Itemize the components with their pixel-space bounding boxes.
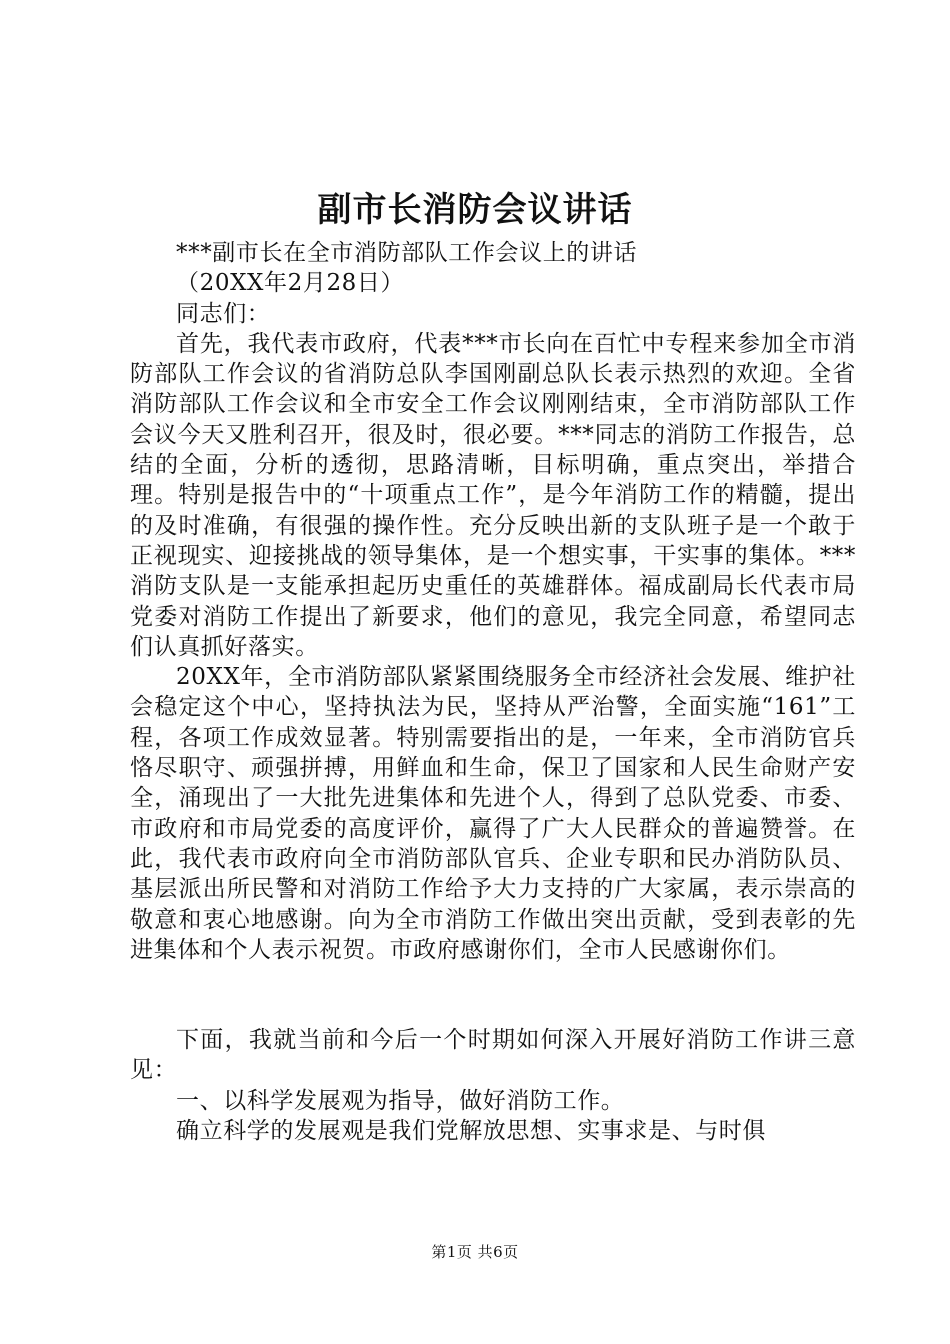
paragraph-science-outlook: 确立科学的发展观是我们党解放思想、实事求是、与时俱	[176, 1118, 766, 1145]
salutation: 同志们：	[176, 300, 271, 327]
document-body	[130, 238, 856, 1146]
section-heading-one: 一、以科学发展观为指导，做好消防工作。	[176, 1087, 625, 1114]
speech-subtitle: ***副市长在全市消防部队工作会议上的讲话	[176, 240, 638, 266]
paragraph-welcome: 首先，我代表市政府，代表***市长向在百忙中专程来参加全市消防部队工作会议的省消防总队李国刚副总队长表示热烈的欢迎。全省消防部队工作会议和全市安全工作会议刚刚结束，全市消防部队工作会议今天又胜利召开，很及时，很必要。***同志的消防工作报告，总结的全面，分析的透彻，思路清晰，目标明确，重点突出，举措合理。特别是报告中的“十项重点工作”，是今年消防工作的精髓，提出的及时准确，有很强的操作性。充分反映出新的支队班子是一个敢于正视现实、迎接挑战的领导集体，是一个想实事，干实事的集体。***消防支队是一支能承担起历史重任的英雄群体。福成副局长代表市局党委对消防工作提出了新要求，他们的意见，我完全同意，希望同志们认真抓好落实。	[130, 330, 856, 660]
paragraph-spacer	[130, 965, 856, 1025]
paragraph-achievements: 20XX年，全市消防部队紧紧围绕服务全市经济社会发展、维护社会稳定这个中心，坚持执法为民，坚持从严治警，全面实施“161”工程，各项工作成效显著。特别需要指出的是，一年来，全市消防官兵恪尽职守、顽强拼搏，用鲜血和生命，保卫了国家和人民生命财产安全，涌现出了一大批先进集体和先进个人，得到了总队党委、市委、市政府和市局党委的高度评价，赢得了广大人民群众的普遍赞誉。在此，我代表市政府向全市消防部队官兵、企业专职和民办消防队员、基层派出所民警和对消防工作给予大力支持的广大家属，表示崇高的敬意和衷心地感谢。向为全市消防工作做出突出贡献，受到表彰的先进集体和个人表示祝贺。市政府感谢你们，全市人民感谢你们。	[130, 664, 856, 963]
speech-date: （20XX年2月28日）	[176, 270, 405, 297]
page-footer: 第1页 共6页	[431, 1243, 519, 1261]
paragraph-intro-opinions: 下面，我就当前和今后一个时期如何深入开展好消防工作讲三意见：	[130, 1027, 856, 1084]
document-title: 副市长消防会议讲话	[317, 190, 633, 230]
